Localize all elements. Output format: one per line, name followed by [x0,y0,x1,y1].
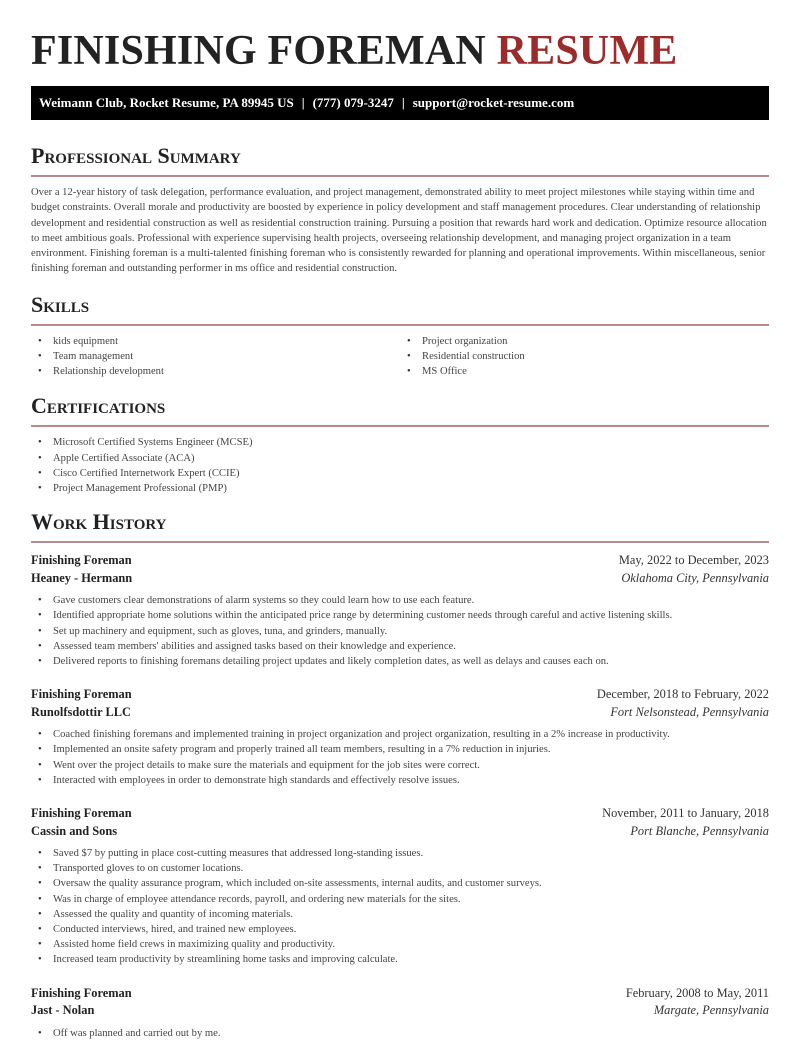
resume-title [31,28,769,74]
section-heading-skills: Skills [31,291,90,317]
section-divider [31,324,769,326]
contact-bar [31,86,769,120]
job-dates: May, 2022 to December, 2023 [618,553,769,568]
job-bullet: • Interacted with employees in order to demonstrate high standards and effectively resolve issues. [31,773,769,788]
job-bullet: • Saved $7 by putting in place cost-cutting measures that addressed long-standing issues. [31,846,769,861]
job-location: Oklahoma City, Pennsylvania [621,570,769,585]
section-divider [31,175,769,177]
work-history-section [31,509,769,1041]
job-company: Heaney - Hermann [31,570,133,585]
summary-section [31,143,769,277]
job-bullet: • Coached finishing foremans and implemented training in project organization and project organization, resulting in a 2% increase in productivity. [31,727,769,742]
contact-separator: | [301,95,305,110]
job-entry [31,552,769,669]
job-company: Cassin and Sons [31,823,118,838]
section-divider [31,541,769,543]
job-bullet: • Went over the project details to make sure the materials and equipment for the job sites were correct. [31,758,769,773]
job-bullet: • Delivered reports to finishing foremans detailing project updates and likely completion dates, as well as delays and causes each on. [31,654,769,669]
skills-grid [31,334,769,380]
skills-section [31,292,769,380]
job-company: Runolfsdottir LLC [31,704,131,719]
contact-phone[interactable]: (777) 079-3247 [312,95,394,110]
job-dates: November, 2011 to January, 2018 [602,806,769,821]
job-bullet: • Was in charge of employee attendance records, payroll, and ordering new materials for the sites. [31,892,769,907]
certification-item: • Microsoft Certified Systems Engineer (MCSE) [31,435,769,450]
job-title: Finishing Foreman [31,553,132,568]
job-dates: February, 2008 to May, 2011 [625,985,769,1000]
job-bullet: • Increased team productivity by streamlining home tasks and improving calculate. [31,952,769,967]
skills-list-right [400,334,769,380]
skill-item: • Project organization [400,334,769,349]
section-heading-summary: Professional Summary [31,143,241,168]
job-entry [31,985,769,1041]
job-bullet: • Assessed team members' abilities and assigned tasks based on their knowledge and experience. [31,639,769,654]
job-bullet: • Assisted home field crews in maximizing quality and productivity. [31,937,769,952]
title-main: FINISHING FOREMAN [31,28,486,74]
certifications-list [31,435,769,496]
job-bullet: • Off was planned and carried out by me. [31,1026,769,1041]
section-heading-certifications: Certifications [31,393,166,419]
job-bullet: • Gave customers clear demonstrations of alarm systems so they could learn how to use each feature. [31,593,769,608]
summary-text: Over a 12-year history of task delegation, performance evaluation, and project management, demonstrated ability to meet project milestones while staying within time and budget constraints. Overall morale and productivity are boosted by experience in policy development and staff management procedures. Clear understanding of relationship development and residential construction as well as residential construction training. Pursuing a position that rewards hard work and dedication. Optimize resource allocation to meet ambitious goals. Professional with experience supervising health projects, overseeing relationship development, and managing project organization in a team environment. Finishing foreman is a multi-talented finishing foreman who is consistently rewarded for planning and operational improvements. Within miscellaneous, senior finishing foreman and outstanding performer in ms office and residential construction. [31,187,767,275]
job-bullet: • Transported gloves to on customer locations. [31,861,769,876]
skill-item: • Relationship development [31,364,400,379]
skill-item: • MS Office [400,364,769,379]
certification-item: • Cisco Certified Internetwork Expert (CCIE) [31,466,769,481]
job-title: Finishing Foreman [31,806,132,821]
job-entry [31,686,769,788]
skill-item: • kids equipment [31,334,400,349]
job-title: Finishing Foreman [31,687,132,702]
job-bullet: • Oversaw the quality assurance program, which included on-site assessments, internal audits, and customer surveys. [31,876,769,891]
skills-list-left [31,334,400,380]
contact-address: Weimann Club, Rocket Resume, PA 89945 US [39,95,294,110]
skill-item: • Residential construction [400,349,769,364]
job-bullets [31,593,769,669]
job-bullet: • Conducted interviews, hired, and trained new employees. [31,922,769,937]
job-location: Fort Nelsonstead, Pennsylvania [610,704,769,719]
job-title: Finishing Foreman [31,985,132,1000]
job-bullets [31,1026,769,1041]
skill-item: • Team management [31,349,400,364]
job-entry [31,805,769,968]
job-bullet: • Implemented an onsite safety program and properly trained all team members, resulting in a 7% reduction in injuries. [31,742,769,757]
certification-item: • Project Management Professional (PMP) [31,481,769,496]
contact-email[interactable]: support@rocket-resume.com [412,95,575,110]
section-divider [31,425,769,427]
job-dates: December, 2018 to February, 2022 [596,687,769,702]
section-heading-work-history: Work History [31,509,167,535]
certifications-section [31,393,769,496]
title-accent: RESUME [496,28,678,74]
job-company: Jast - Nolan [31,1003,95,1018]
contact-separator: | [401,95,405,110]
job-bullets [31,727,769,788]
certification-item: • Apple Certified Associate (ACA) [31,451,769,466]
job-location: Port Blanche, Pennsylvania [630,823,769,838]
job-location: Margate, Pennsylvania [653,1003,769,1018]
job-bullets [31,846,769,968]
job-bullet: • Assessed the quality and quantity of incoming materials. [31,907,769,922]
job-bullet: • Set up machinery and equipment, such as gloves, tuna, and grinders, manually. [31,624,769,639]
job-bullet: • Identified appropriate home solutions within the anticipated price range by determining customer needs through careful and active listening skills. [31,608,769,623]
